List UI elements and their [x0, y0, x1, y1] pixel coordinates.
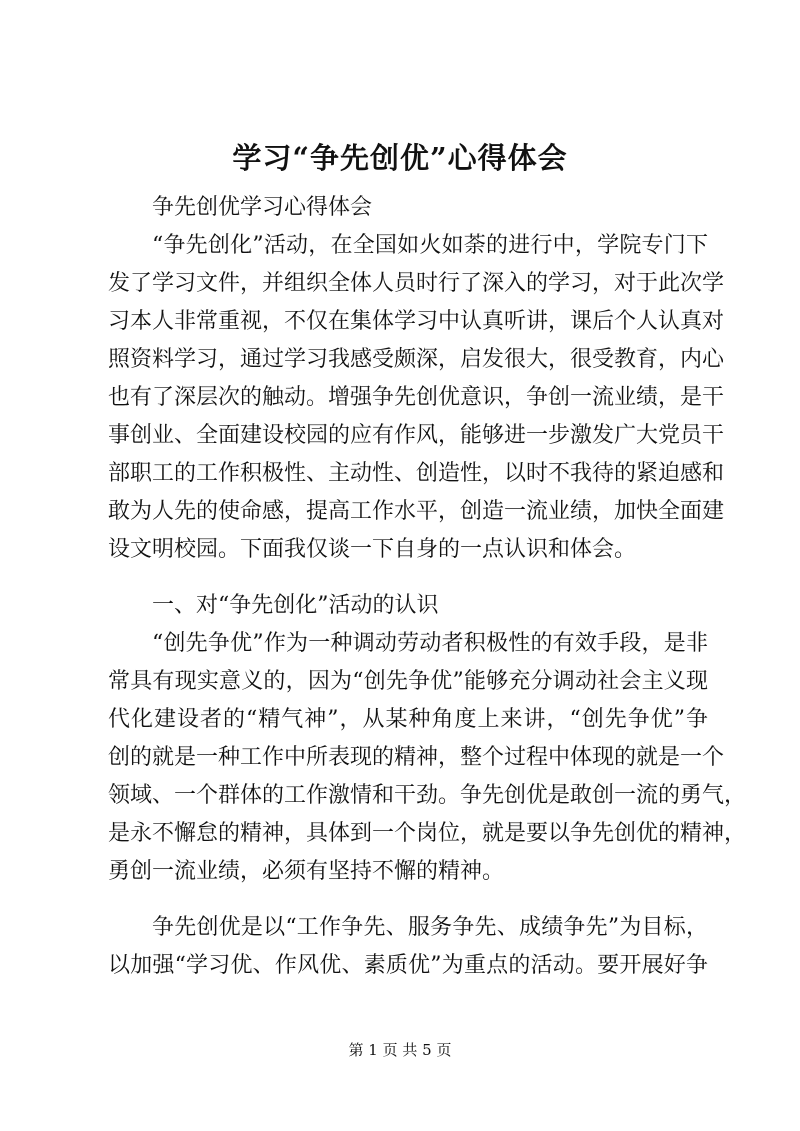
- paragraph-line: 常具有现实意义的，因为“创先争优”能够充分调动社会主义现: [108, 669, 708, 694]
- paragraph-line: 设文明校园。下面我仅谈一下自身的一点认识和体会。: [108, 537, 637, 562]
- paragraph-line: “争先创化”活动，在全国如火如荼的进行中，学院专门下: [152, 233, 708, 258]
- paragraph-line: “创先争优”作为一种调动劳动者积极性的有效手段，是非: [152, 631, 708, 656]
- paragraph-line: 创的就是一种工作中所表现的精神，整个过程中体现的就是一个: [108, 745, 725, 770]
- section-heading: 一、对“争先创化”活动的认识: [152, 593, 439, 618]
- paragraph-line: 代化建设者的“精气神”，从某种角度上来讲，“创先争优”争: [108, 707, 708, 732]
- paragraph-line: 照资料学习，通过学习我感受颇深，启发很大，很受教育，内心: [108, 347, 725, 372]
- subtitle-line: 争先创优学习心得体会: [152, 195, 373, 220]
- paragraph-line: 争先创优是以“工作争先、服务争先、成绩争先”为目标，: [152, 915, 708, 940]
- paragraph-line: 发了学习文件，并组织全体人员时行了深入的学习，对于此次学: [108, 271, 725, 296]
- paragraph-line: 领域、一个群体的工作激情和干劲。争先创优是敢创一流的勇气，: [108, 783, 747, 808]
- paragraph-line: 事创业、全面建设校园的应有作风，能够进一步激发广大党员干: [108, 423, 725, 448]
- paragraph-line: 敢为人先的使命感，提高工作水平，创造一流业绩，加快全面建: [108, 499, 725, 524]
- paragraph-line: 也有了深层次的触动。增强争先创优意识，争创一流业绩，是干: [108, 385, 725, 410]
- page-footer: 第 1 页 共 5 页: [348, 1041, 452, 1059]
- paragraph-line: 以加强“学习优、作风优、素质优”为重点的活动。要开展好争: [108, 953, 708, 978]
- paragraph-line: 习本人非常重视，不仅在集体学习中认真听讲，课后个人认真对: [108, 309, 725, 334]
- paragraph-line: 是永不懈怠的精神，具体到一个岗位，就是要以争先创优的精神，: [108, 821, 747, 846]
- document-title: 学习“争先创优”心得体会: [232, 141, 568, 175]
- paragraph-line: 部职工的工作积极性、主动性、创造性，以时不我待的紧迫感和: [108, 461, 725, 486]
- paragraph-line: 勇创一流业绩，必须有坚持不懈的精神。: [108, 859, 505, 884]
